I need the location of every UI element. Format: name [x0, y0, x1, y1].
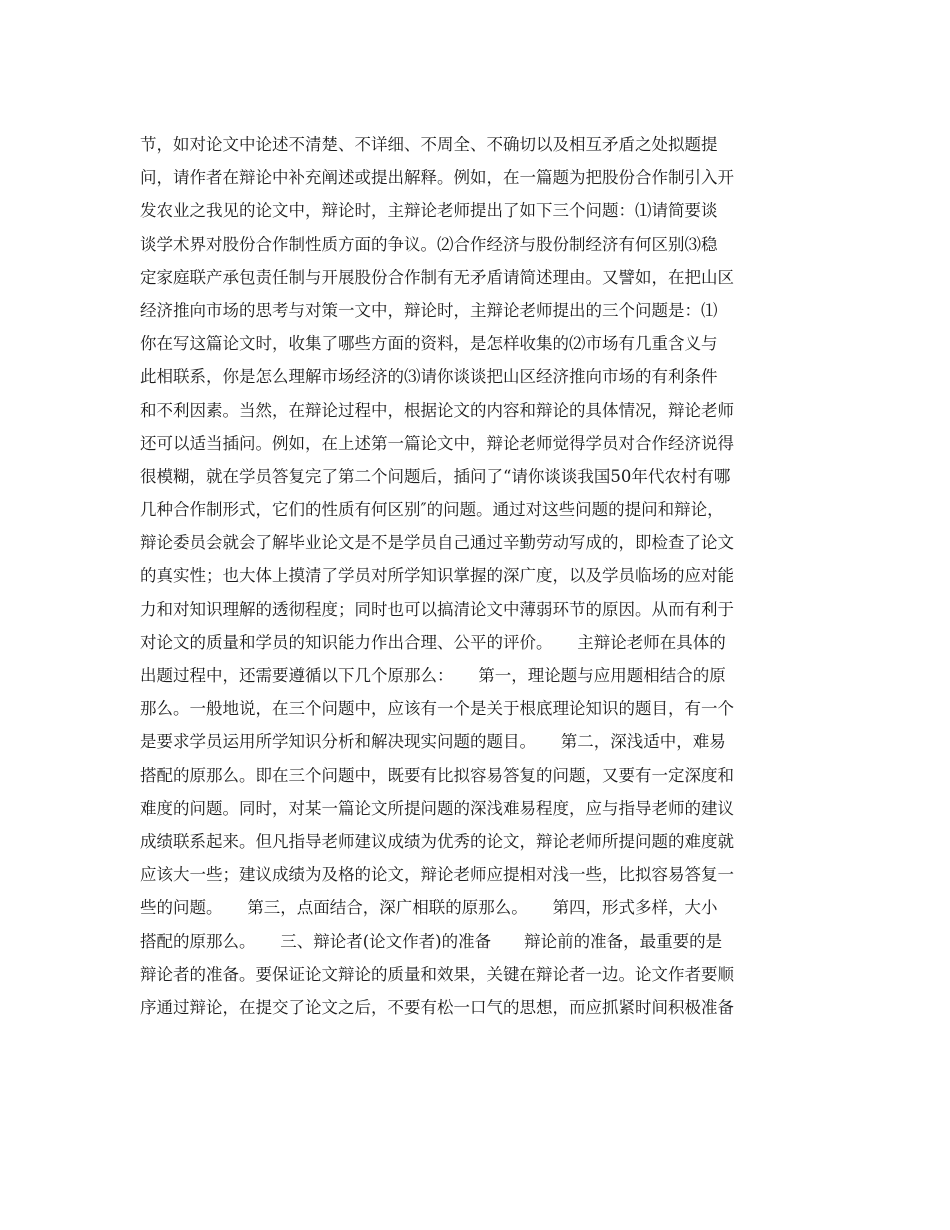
text-line: 是要求学员运用所学知识分析和解决现实问题的题目。 第二，深浅适中，难易: [140, 732, 726, 752]
text-line: 的真实性；也大体上摸清了学员对所学知识掌握的深广度，以及学员临场的应对能: [140, 566, 734, 586]
text-line: 定家庭联产承包责任制与开展股份合作制有无矛盾请简述理由。又譬如，在把山区: [140, 267, 734, 287]
text-line: 成绩联系起来。但凡指导老师建议成绩为优秀的论文，辩论老师所提问题的难度就: [140, 831, 734, 851]
text-line: 那么。一般地说，在三个问题中，应该有一个是关于根底理论知识的题目，有一个: [140, 699, 734, 719]
text-line: 些的问题。 第三，点面结合，深广相联的原那么。 第四，形式多样，大小: [140, 898, 718, 918]
text-line: 搭配的原那么。即在三个问题中，既要有比拟容易答复的问题，又要有一定深度和: [140, 765, 734, 785]
text-line: 序通过辩论，在提交了论文之后，不要有松一口气的思想，而应抓紧时间积极准备: [140, 997, 734, 1017]
text-line: 出题过程中，还需要遵循以下几个原那么： 第一，理论题与应用题相结合的原: [140, 666, 726, 685]
text-line: 很模糊，就在学员答复完了第二个问题后，插问了“请你谈谈我国50年代农村有哪: [140, 466, 731, 486]
text-line: 还可以适当插问。例如，在上述第一篇论文中，辩论老师觉得学员对合作经济说得: [140, 433, 734, 453]
text-line: 此相联系，你是怎么理解市场经济的⑶请你谈谈把山区经济推向市场的有利条件: [140, 367, 718, 387]
text-line: 对论文的质量和学员的知识能力作出合理、公平的评价。 主辩论老师在具体的: [140, 632, 726, 652]
text-line: 和不利因素。当然，在辩论过程中，根据论文的内容和辩论的具体情况，辩论老师: [140, 400, 734, 420]
text-line: 难度的问题。同时，对某一篇论文所提问题的深浅难易程度，应与指导老师的建议: [140, 798, 734, 818]
text-line: 辩论委员会就会了解毕业论文是不是学员自己通过辛勤劳动写成的，即检查了论文: [140, 533, 734, 553]
text-line: 经济推向市场的思考与对策一文中，辩论时，主辩论老师提出的三个问题是：⑴: [140, 300, 718, 320]
text-line: 搭配的原那么。 三、辩论者(论文作者)的准备 辩论前的准备，最重要的是: [140, 931, 723, 951]
text-line: 节，如对论文中论述不清楚、不详细、不周全、不确切以及相互矛盾之处拟题提: [140, 135, 718, 154]
body-text: [140, 128, 820, 1024]
text-line: 辩论者的准备。要保证论文辩论的质量和效果，关键在辩论者一边。论文作者要顺: [140, 964, 734, 984]
text-line: 发农业之我见的论文中，辩论时，主辩论老师提出了如下三个问题：⑴请简要谈: [140, 201, 718, 221]
text-line: 应该大一些；建议成绩为及格的论文，辩论老师应提相对浅一些，比拟容易答复一: [140, 865, 734, 885]
text-line: 力和对知识理解的透彻程度；同时也可以搞清论文中薄弱环节的原因。从而有利于: [140, 599, 734, 619]
text-line: 问，请作者在辩论中补充阐述或提出解释。例如，在一篇题为把股份合作制引入开: [140, 168, 734, 188]
text-line: 几种合作制形式，它们的性质有何区别″的问题。通过对这些问题的提问和辩论，: [140, 500, 724, 520]
text-line: 谈学术界对股份合作制性质方面的争议。⑵合作经济与股份制经济有何区别⑶稳: [140, 234, 718, 254]
text-line: 你在写这篇论文时，收集了哪些方面的资料，是怎样收集的⑵市场有几重含义与: [140, 334, 718, 354]
